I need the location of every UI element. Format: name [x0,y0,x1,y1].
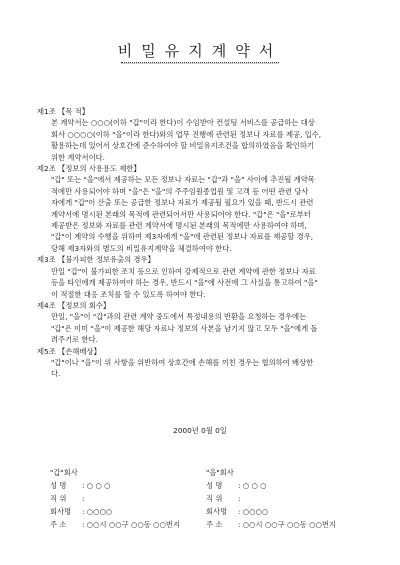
article-line: 제공받은 정보와 자료를 관련 계약서에 명시된 본래의 목적에만 사용하여야 하며, [51,221,307,231]
article-line: 회사 ○○○○(이하 "을"이라 한다)와의 업무 진행에 관련된 정보나 자료를 제공, 입수, [51,129,322,139]
field-label: 성 명 [206,481,223,490]
article-line: 등을 타인에게 제공하여야 하는 경우, 반드시 "을"에 사전에 그 사실을 통고하여 "을" [51,278,318,288]
article-text [37,117,365,163]
field-label: 직 위 [206,494,223,503]
field-value: : ○ ○ ○ [82,481,111,490]
article-line: 자에게 "갑"이 산출 또는 공급한 정보나 자료가 제공될 필요가 있을 때, 반드시 관련 [51,198,314,208]
article-line: 려주기로 한다. [51,335,98,345]
article-line: 당해 제3자와의 별도의 비밀유지계약을 체결하여야 한다. [51,243,232,253]
article-heading: 제2조 【정보의 사용용도 제한】 [37,164,141,174]
field-label: 주 소 [206,520,223,529]
field-label: 직 위 [50,494,67,503]
field-label: 성 명 [50,481,67,490]
party-name-row [206,479,336,492]
party-header: "을"회사 [206,468,234,477]
field-label: 회사명 [50,507,72,516]
party-name-row [50,479,180,492]
contract-body [37,106,365,380]
article-line: 활용하는데 있어서 상호간에 준수하여야 할 비밀유지조건을 합의하였음을 확인하기 [51,141,314,151]
field-label: 회사명 [206,507,228,516]
article-line: "갑"은 이미 "을"이 제공한 해당 자료나 정보의 사본을 남기지 않고 모두 "을"에게 돌 [51,323,318,333]
field-value: : ○○시 ○○구 ○○동 ○○번지 [238,520,336,529]
party-a-block [50,466,180,531]
article-line: 적에만 사용되어야 하며 "을"은 "을"의 주주임원종업원 및 고객 등 어떤 관련 당사 [51,186,309,196]
article-line: 계약서에 명시된 본래의 목적에 관련되어서만 사용되어야 한다. "갑"은 "을"로부터 [51,209,311,219]
article-heading: 제5조 【손해배상】 [37,346,101,356]
party-company-row [206,505,336,518]
article-3 [37,254,365,300]
article-4 [37,300,365,346]
article-text [37,311,365,345]
field-value: : ○○○○ [82,507,113,516]
party-header: "갑"회사 [50,468,78,477]
party-address-row [206,518,336,531]
article-line: "갑"이 계약의 수행을 위하여 제3자에게 "을"에 관련된 정보나 자료를 제공할 경우, [51,232,314,242]
article-text [37,357,365,380]
document-title: 비밀유지계약서 [117,42,283,60]
field-label: 주 소 [50,520,67,529]
party-company-row [50,505,180,518]
article-heading: 제1조 【목 적】 [37,107,90,116]
article-line: "갑" 또는 "을"에서 제공하는 모든 정보나 자료는 "갑"과 "을" 사이에 추진될 계약목 [51,175,315,185]
article-line: 만일, "을"이 "갑"과의 관련 계약 중도에서 특정내용의 반환을 요청하는 경우에는 [51,312,307,322]
article-5 [37,346,365,380]
article-heading: 제3조 【불가피한 정보유출의 경우】 [37,255,155,265]
field-value: : ○ ○ ○ [238,481,267,490]
article-line: 본 계약서는 ○○○(이하 "갑"이라 한다)이 수임받아 컨설팅 서비스를 공급하는 대상 [51,118,315,128]
article-2 [37,163,365,254]
party-position-row [206,492,336,505]
article-line: 이 적절한 대응 조치를 할 수 있도록 하여야 한다. [51,289,206,299]
field-value: : ○○○○ [238,507,269,516]
field-value: : ○○시 ○○구 ○○동 ○○번지 [82,520,180,529]
article-line: "갑"이나 "을"이 위 사항을 위반하여 상호간에 손해를 끼친 경우는 협의하여 배상한 [51,357,314,367]
article-text [37,174,365,254]
party-position-row [50,492,180,505]
article-line: 위한 계약서이다. [51,152,105,162]
party-b-block [206,466,336,531]
article-line: 다. [51,369,61,379]
article-text [37,266,365,300]
article-line: 만일 "갑"이 불가피한 조치 등으로 인하여 강제적으로 관련 계약에 관한 정보나 자료 [51,266,316,276]
title-underline [121,62,279,63]
article-heading: 제4조 【정보의 회수】 [37,300,111,310]
contract-date: 2000년 0월 0일 [173,426,227,435]
party-address-row [50,518,180,531]
article-1 [37,106,365,163]
field-value: : [82,494,85,503]
field-value: : [238,494,241,503]
